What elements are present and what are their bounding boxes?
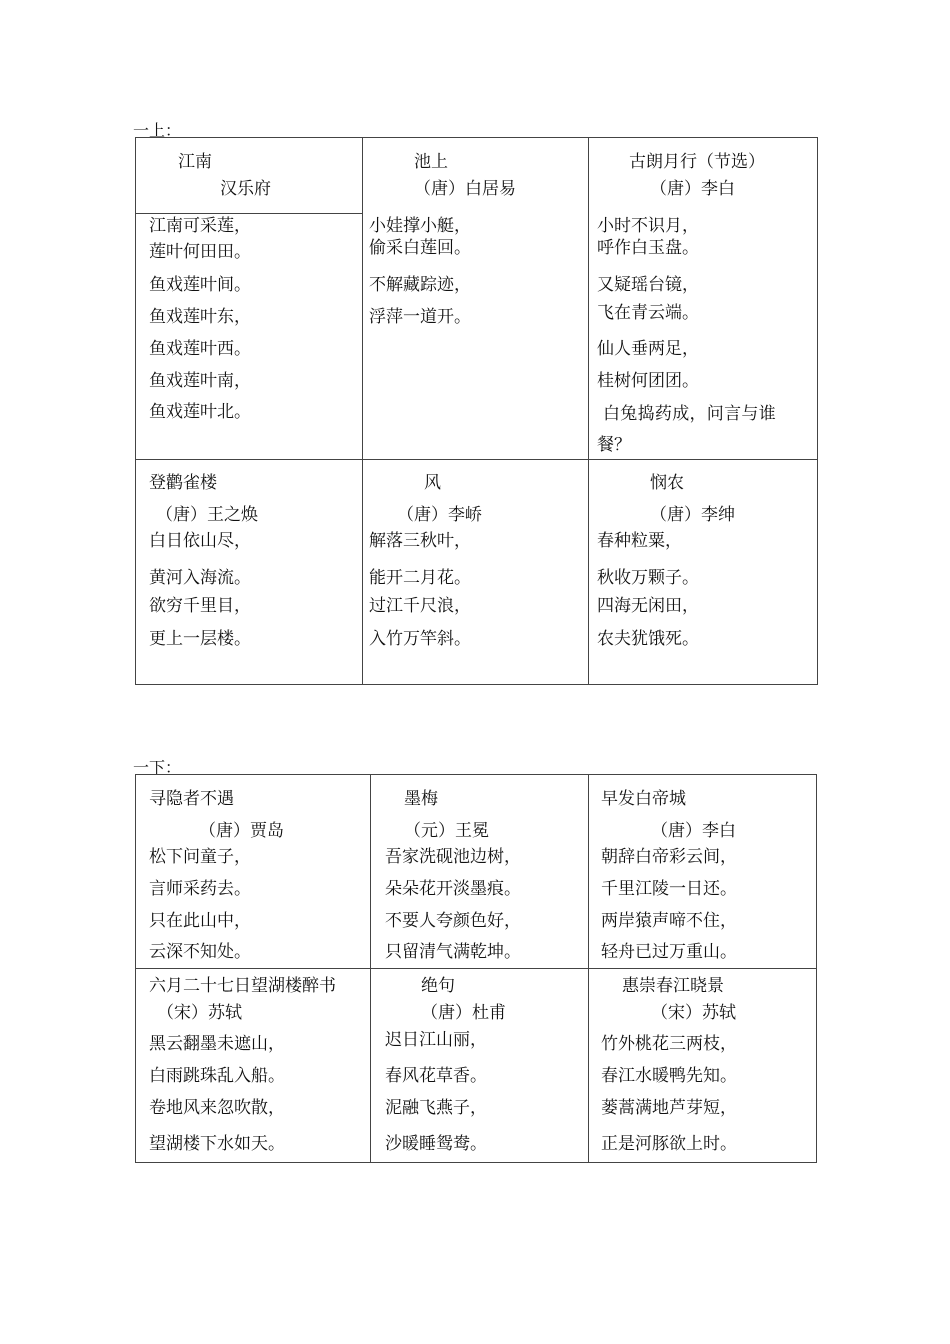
poem-cell-chishang	[363, 138, 589, 460]
poem-line: 鱼戏莲叶北。	[149, 402, 251, 422]
poem-line: 吾家洗砚池边树，	[385, 847, 521, 867]
poem-line: 言师采药去。	[149, 879, 251, 899]
header-divider	[136, 213, 362, 214]
poem-line: 迟日江山丽，	[385, 1030, 487, 1050]
poem-line: 松下问童子，	[149, 847, 251, 867]
poem-line: 呼作白玉盘。	[597, 238, 699, 258]
poem-line: 望湖楼下水如天。	[149, 1134, 285, 1154]
poem-title: 悯农	[650, 473, 684, 493]
poem-line: 蒌蒿满地芦芽短，	[601, 1098, 737, 1118]
poem-line: 白日依山尽，	[149, 531, 251, 551]
poem-title: 池上	[414, 152, 448, 172]
poem-line: 轻舟已过万重山。	[601, 942, 737, 962]
poem-line: 春风花草香。	[385, 1066, 487, 1086]
poem-line: 两岸猿声啼不住，	[601, 911, 737, 931]
poem-line: 只在此山中，	[149, 911, 251, 931]
poem-line: 偷采白莲回。	[369, 238, 471, 258]
poem-author: （唐）王之焕	[156, 505, 258, 525]
poem-line: 又疑瑶台镜，	[597, 275, 699, 295]
poem-line: 黑云翻墨未遮山，	[149, 1034, 285, 1054]
poem-line: 春种粒粟，	[597, 531, 682, 551]
poem-line: 朵朵花开淡墨痕。	[385, 879, 521, 899]
poem-line: 云深不知处。	[149, 942, 251, 962]
poem-line: 朝辞白帝彩云间，	[601, 847, 737, 867]
poem-line: 鱼戏莲叶西。	[149, 339, 251, 359]
poem-line: 沙暖睡鸳鸯。	[385, 1134, 487, 1154]
poem-line: 春江水暖鸭先知。	[601, 1066, 737, 1086]
poem-author: （唐）李白	[651, 821, 736, 841]
poem-line: 卷地风来忽吹散，	[149, 1098, 285, 1118]
poem-line: 农夫犹饿死。	[597, 629, 699, 649]
poem-cell-momei	[371, 775, 589, 969]
poem-title: 寻隐者不遇	[149, 789, 234, 809]
poem-title: 江南	[178, 152, 212, 172]
poem-author: （唐）李绅	[650, 505, 735, 525]
poem-line: 白雨跳珠乱入船。	[149, 1066, 285, 1086]
poem-line: 小娃撑小艇，	[369, 216, 471, 236]
poem-author: （宋）苏轼	[157, 1003, 242, 1023]
poem-line: 白兔捣药成，问言与谁	[603, 404, 776, 424]
poem-line: 只留清气满乾坤。	[385, 942, 521, 962]
poem-line: 飞在青云端。	[597, 303, 699, 323]
poem-line: 入竹万竿斜。	[369, 629, 471, 649]
poem-cell-jiangnan	[136, 138, 363, 460]
poem-title: 早发白帝城	[601, 789, 686, 809]
poem-title: 墨梅	[404, 789, 438, 809]
poem-cell-zaofabaidicheng	[589, 775, 817, 969]
poem-line: 更上一层楼。	[149, 629, 251, 649]
poem-author: （宋）苏轼	[651, 1003, 736, 1023]
poem-cell-huichong	[589, 969, 817, 1163]
poem-author: （唐）李峤	[397, 505, 482, 525]
poem-line: 千里江陵一日还。	[601, 879, 737, 899]
poem-author: （唐）杜甫	[421, 1003, 506, 1023]
poem-line: 四海无闲田，	[597, 596, 699, 616]
poem-line: 鱼戏莲叶南，	[149, 371, 251, 391]
section-label-1: 一上：	[133, 121, 182, 140]
poem-title: 六月二十七日望湖楼醉书	[149, 976, 336, 996]
poem-line: 不解藏踪迹，	[369, 275, 471, 295]
poem-line: 泥融飞燕子，	[385, 1098, 487, 1118]
poem-line: 鱼戏莲叶间。	[149, 275, 251, 295]
section-label-2: 一下：	[133, 758, 182, 777]
poem-title: 绝句	[421, 976, 455, 996]
poem-title: 登鹳雀楼	[149, 473, 217, 493]
poem-cell-gulangyuexing	[589, 138, 818, 460]
poem-line: 不要人夸颜色好，	[385, 911, 521, 931]
poem-title: 惠崇春江晓景	[622, 976, 724, 996]
poem-table-2	[135, 774, 817, 1163]
poem-author: （元）王冕	[404, 821, 489, 841]
poem-line: 仙人垂两足，	[597, 339, 699, 359]
poem-line: 黄河入海流。	[149, 568, 251, 588]
poem-line: 能开二月花。	[369, 568, 471, 588]
poem-line: 餐？	[597, 435, 631, 455]
poem-cell-minnong	[589, 460, 818, 685]
poem-cell-wanghulou	[136, 969, 371, 1163]
poem-author: （唐）李白	[650, 179, 735, 199]
poem-line: 正是河豚欲上时。	[601, 1134, 737, 1154]
poem-author: （唐）贾岛	[199, 821, 284, 841]
poem-table-1	[135, 137, 818, 685]
poem-cell-feng	[363, 460, 589, 685]
poem-cell-xunyinzhebuyu	[136, 775, 371, 969]
poem-line: 江南可采莲，	[149, 216, 251, 236]
poem-line: 浮萍一道开。	[369, 307, 471, 327]
poem-line: 桂树何团团。	[597, 371, 699, 391]
poem-author: 汉乐府	[220, 179, 271, 199]
poem-line: 莲叶何田田。	[149, 242, 251, 262]
poem-line: 欲穷千里目，	[149, 596, 251, 616]
poem-cell-jueju	[371, 969, 589, 1163]
poem-title: 风	[424, 473, 441, 493]
poem-line: 过江千尺浪，	[369, 596, 471, 616]
poem-line: 解落三秋叶，	[369, 531, 471, 551]
poem-line: 小时不识月，	[597, 216, 699, 236]
poem-line: 竹外桃花三两枝，	[601, 1034, 737, 1054]
poem-title: 古朗月行（节选）	[629, 152, 765, 172]
poem-line: 鱼戏莲叶东，	[149, 307, 251, 327]
poem-line: 秋收万颗子。	[597, 568, 699, 588]
poem-cell-dengguanquelou	[136, 460, 363, 685]
poem-author: （唐）白居易	[414, 179, 516, 199]
